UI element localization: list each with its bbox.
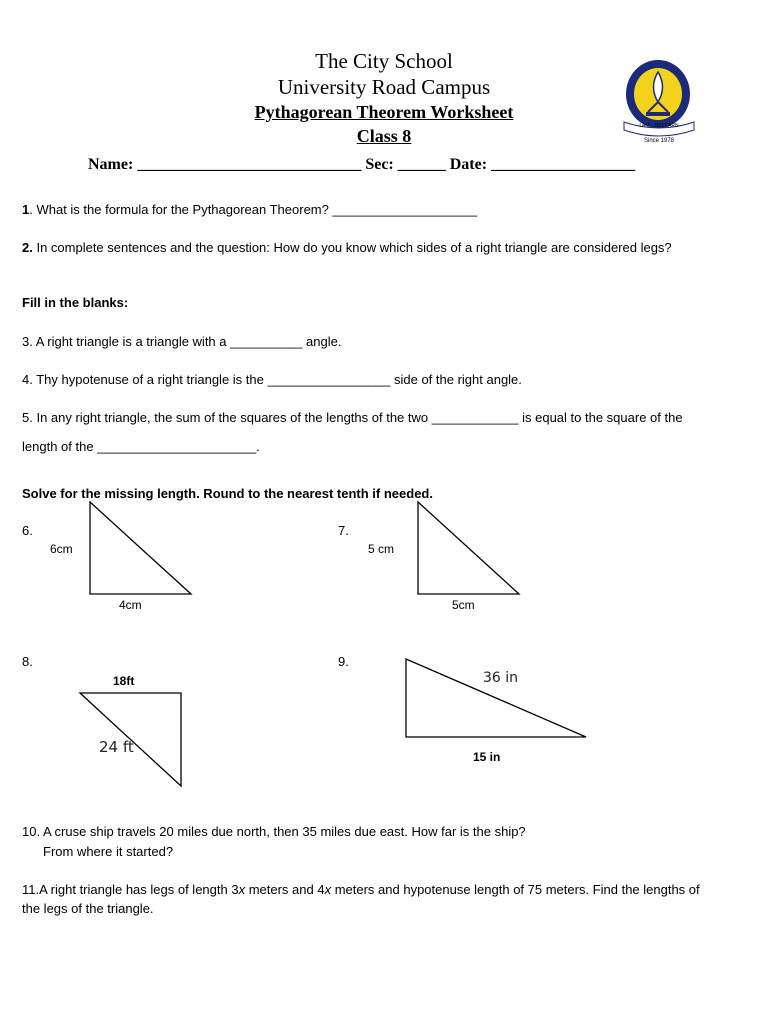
question-1 [22,202,477,217]
question-10-line-2: From where it started? [43,844,174,859]
question-11-var-x1: x [238,882,246,897]
class-label: Class 8 [356,126,412,146]
worksheet-title: Pythagorean Theorem Worksheet [254,102,514,122]
problem-6-side-b: 4cm [119,598,142,612]
name-label: Name: [88,156,138,173]
question-11-text-a: 11.A right triangle has legs of length 3 [22,882,239,897]
question-2-text: In complete sentences and the question: How do you know which sides of a right triangle are considered legs? [32,240,672,255]
solve-heading: Solve for the missing length. Round to the nearest tenth if needed. [22,486,433,501]
date-field[interactable]: __________________ [491,156,636,173]
question-2 [22,240,672,255]
campus-name: University Road Campus [277,75,491,99]
problem-7-triangle [416,500,522,598]
name-field[interactable]: ____________________________ [137,156,362,173]
sec-label: Sec: [361,156,398,173]
fill-blanks-heading: Fill in the blanks: [22,295,129,310]
question-11-var-x2: x [324,882,332,897]
problem-6-triangle [88,500,194,598]
logo-since: Since 1978 [643,138,675,144]
problem-9-number: 9. [338,654,349,669]
logo-motto: I AM - TO LEARN [639,123,679,129]
question-2-number: 2. [22,240,33,255]
problem-7-side-a: 5 cm [368,542,395,556]
question-1-number: 1 [22,202,30,217]
problem-9-side-b: 15 in [473,750,501,764]
school-crest-icon [618,56,700,148]
question-5-line-2: length of the ______________________. [22,439,260,454]
question-11-line-2: the legs of the triangle. [22,901,154,916]
question-3: 3. A right triangle is a triangle with a __________ angle. [22,334,342,349]
school-name: The City School [315,49,453,73]
problem-7-side-b: 5cm [452,598,475,612]
student-info-line [88,156,635,174]
problem-9-hypotenuse: 36 in [483,670,519,686]
question-11-text-b: meters and 4 [245,882,325,897]
question-11-text-c: meters and hypotenuse length of 75 meters. Find the lengths of [331,882,700,897]
question-5-line-1: 5. In any right triangle, the sum of the squares of the lengths of the two ____________ is equal to the square of the [22,410,683,425]
problem-6-number: 6. [22,523,33,538]
date-label: Date: [445,156,492,173]
question-11-line-1 [22,882,700,897]
problem-8-hypotenuse: 24 ft [99,738,134,756]
problem-7-number: 7. [338,523,349,538]
problem-8-number: 8. [22,654,33,669]
school-logo [618,56,700,148]
question-4: 4. Thy hypotenuse of a right triangle is the _________________ side of the right angle. [22,372,522,387]
problem-6-side-a: 6cm [50,542,73,556]
sec-field[interactable]: ______ [397,156,446,173]
question-1-text: . What is the formula for the Pythagorean Theorem? ____________________ [29,202,478,217]
question-10-line-1: 10. A cruse ship travels 20 miles due north, then 35 miles due east. How far is the ship? [22,824,526,839]
problem-8-side-a: 18ft [113,674,135,688]
